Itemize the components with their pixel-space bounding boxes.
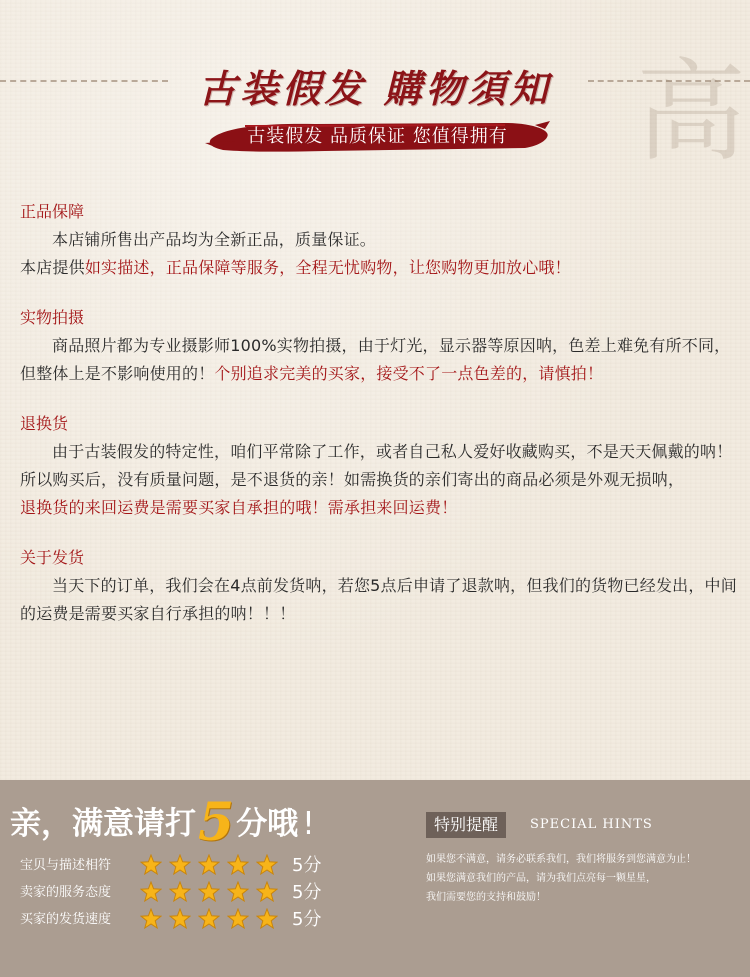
header-dashed-line-left <box>0 80 168 83</box>
page-title: 古装假发 購物須知 <box>198 66 552 111</box>
hint-line: 如果您不满意，请务必联系我们，我们将服务到您满意为止！ <box>426 854 696 865</box>
star-rating[interactable] <box>140 881 280 905</box>
section-paragraph <box>20 494 740 522</box>
star-icon[interactable] <box>169 908 191 930</box>
body-text: 商品照片都为专业摄影师100%实物拍摄，由于灯光，显示器等原因呐，色差上难免有所不同，但整体上是不影响使用的！ <box>20 336 731 383</box>
body-text: 由于古装假发的特定性，咱们平常除了工作，或者自己私人爱好收藏购买，不是天天佩戴的呐！ <box>52 442 733 461</box>
star-icon[interactable] <box>198 881 220 903</box>
star-icon[interactable] <box>256 854 278 876</box>
star-icon[interactable] <box>140 854 162 876</box>
section-title: 实物拍摄 <box>20 308 85 327</box>
notice-section <box>20 410 740 522</box>
star-icon[interactable] <box>227 854 249 876</box>
rating-label: 买家的发货速度 <box>20 912 112 927</box>
rating-label: 卖家的服务态度 <box>20 885 112 900</box>
banner-text: 古装假发 品质保证 您值得拥有 <box>247 126 508 147</box>
seal-watermark: 高 <box>636 48 746 176</box>
star-rating[interactable] <box>140 908 280 932</box>
rating-score: 5分 <box>292 909 322 930</box>
star-icon[interactable] <box>256 881 278 903</box>
body-text: 本店铺所售出产品均为全新正品，质量保证。 <box>52 230 377 249</box>
section-paragraph <box>20 438 740 466</box>
notice-content <box>20 198 740 650</box>
highlight-text: 个别追求完美的买家，接受不了一点色差的，请慎拍！ <box>214 364 604 383</box>
special-hints-tag: 特别提醒 <box>426 812 506 838</box>
rating-number: 5 <box>198 792 235 853</box>
highlight-text: 如实描述，正品保障等服务，全程无忧购物，让您购物更加放心哦！ <box>84 258 571 277</box>
section-title: 关于发货 <box>20 548 85 567</box>
star-icon[interactable] <box>256 908 278 930</box>
section-paragraph <box>20 572 740 628</box>
star-icon[interactable] <box>140 908 162 930</box>
hint-line: 如果您满意我们的产品，请为我们点亮每一颗星星， <box>426 873 656 884</box>
star-icon[interactable] <box>140 881 162 903</box>
star-icon[interactable] <box>169 854 191 876</box>
notice-section <box>20 304 740 388</box>
section-title: 退换货 <box>20 414 69 433</box>
rating-score: 5分 <box>292 855 322 876</box>
body-text: 本店提供 <box>20 258 85 277</box>
rating-exclaim: ! <box>302 806 315 842</box>
notice-section <box>20 544 740 628</box>
rating-prefix: 亲，满意请打 <box>10 806 196 842</box>
star-icon[interactable] <box>227 908 249 930</box>
star-icon[interactable] <box>198 854 220 876</box>
body-text: 当天下的订单，我们会在4点前发货呐，若您5点后申请了退款呐，但我们的货物已经发出，中间的运费是需要买家自行承担的呐！！！ <box>20 576 737 623</box>
section-paragraph <box>20 254 740 282</box>
star-icon[interactable] <box>227 881 249 903</box>
section-paragraph <box>20 226 740 254</box>
rating-label: 宝贝与描述相符 <box>20 858 112 873</box>
section-title: 正品保障 <box>20 202 85 221</box>
star-icon[interactable] <box>198 908 220 930</box>
section-paragraph <box>20 332 740 388</box>
highlight-text: 退换货的来回运费是需要买家自承担的哦！需承担来回运费！ <box>20 498 458 517</box>
rating-suffix: 分哦 <box>236 806 299 842</box>
special-hints-english: SPECIAL HINTS <box>530 817 653 832</box>
star-icon[interactable] <box>169 881 191 903</box>
brush-banner <box>205 117 550 157</box>
rating-score: 5分 <box>292 882 322 903</box>
star-rating[interactable] <box>140 854 280 878</box>
notice-section <box>20 198 740 282</box>
body-text: 所以购买后，没有质量问题，是不退货的亲！如需换货的亲们寄出的商品必须是外观无损呐， <box>20 470 685 489</box>
hint-line: 我们需要您的支持和鼓励！ <box>426 892 546 903</box>
section-paragraph <box>20 466 740 494</box>
rating-prompt <box>10 792 315 853</box>
